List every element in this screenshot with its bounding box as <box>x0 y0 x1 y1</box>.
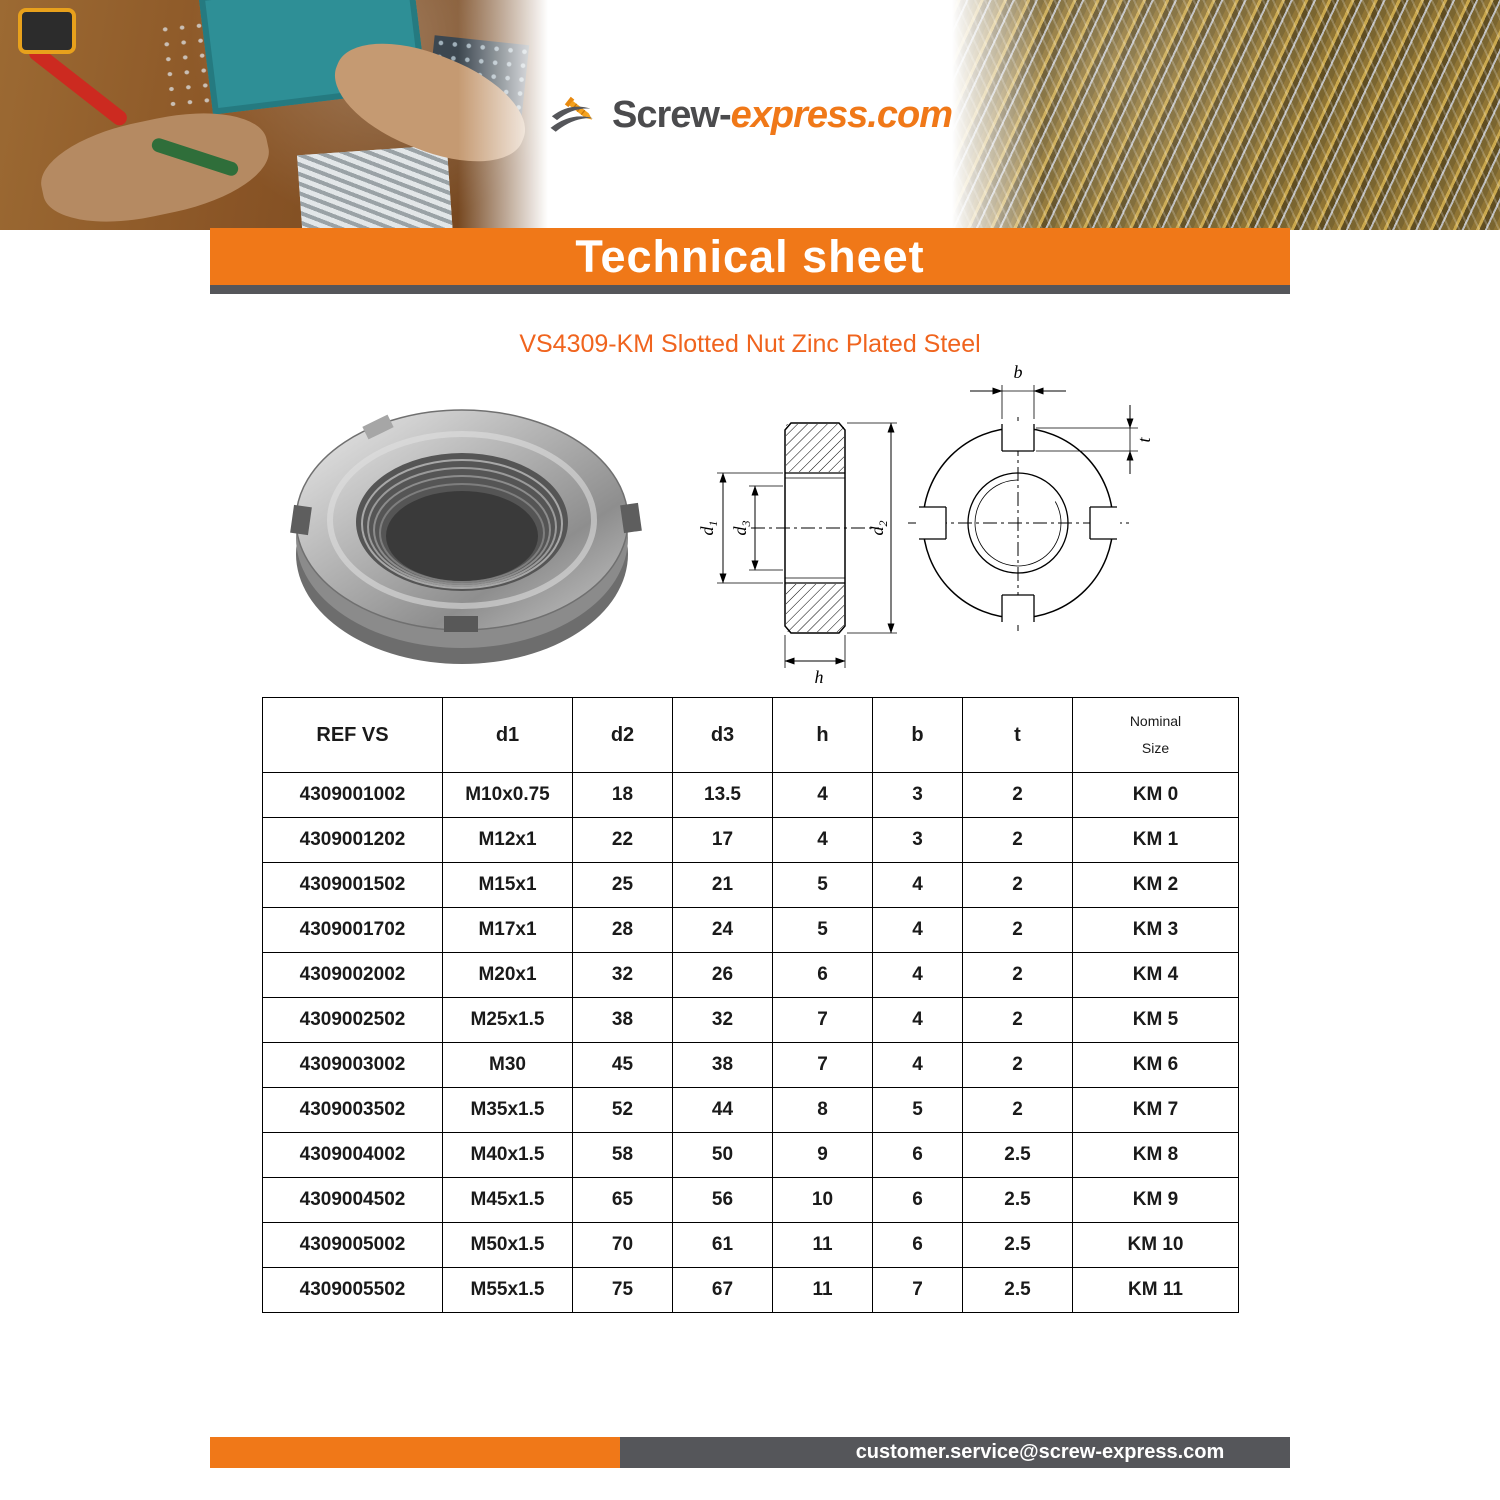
table-cell: 6 <box>773 953 873 998</box>
logo-text-suffix: express.com <box>730 93 952 136</box>
table-cell: 4 <box>873 908 963 953</box>
spec-table <box>262 697 1239 1313</box>
table-cell: 26 <box>673 953 773 998</box>
table-row <box>263 1178 1239 1223</box>
column-header-nominal-size: Nominal Size <box>1073 698 1239 773</box>
table-cell: 65 <box>573 1178 673 1223</box>
table-cell: 32 <box>673 998 773 1043</box>
table-row <box>263 818 1239 863</box>
footer-email[interactable]: customer.service@screw-express.com <box>855 1441 1225 1463</box>
table-cell: 5 <box>773 863 873 908</box>
table-cell: M15x1 <box>443 863 573 908</box>
table-row <box>263 773 1239 818</box>
column-header-ref-vs: REF VS <box>263 698 443 773</box>
table-cell: 3 <box>873 773 963 818</box>
front-view-drawing <box>900 345 1180 675</box>
table-cell: 3 <box>873 818 963 863</box>
table-cell: 67 <box>673 1268 773 1313</box>
slot-bottom <box>1002 595 1034 625</box>
column-header-h: h <box>773 698 873 773</box>
table-cell: KM 2 <box>1073 863 1239 908</box>
table-cell: M50x1.5 <box>443 1223 573 1268</box>
table-cell: 11 <box>773 1223 873 1268</box>
table-cell: 2 <box>963 1088 1073 1133</box>
banner-shadow-bar <box>210 285 1290 294</box>
product-photo-slotted-nut <box>272 378 662 688</box>
table-cell: M45x1.5 <box>443 1178 573 1223</box>
dim-label-h: h <box>814 667 824 687</box>
table-cell: 6 <box>873 1223 963 1268</box>
table-cell: 2 <box>963 1043 1073 1088</box>
table-cell: 2 <box>963 998 1073 1043</box>
table-cell: 18 <box>573 773 673 818</box>
table-cell: 4 <box>873 998 963 1043</box>
table-cell: 4 <box>773 773 873 818</box>
hand-decor <box>33 97 278 230</box>
table-cell: 50 <box>673 1133 773 1178</box>
table-cell: 4309005502 <box>263 1268 443 1313</box>
table-cell: 61 <box>673 1223 773 1268</box>
photo-fade <box>458 0 548 230</box>
table-cell: 2.5 <box>963 1223 1073 1268</box>
table-cell: 2 <box>963 818 1073 863</box>
footer-accent-bar <box>210 1437 620 1468</box>
table-cell: 4 <box>873 1043 963 1088</box>
table-cell: KM 9 <box>1073 1178 1239 1223</box>
header-photo-workbench <box>0 0 548 230</box>
table-cell: KM 0 <box>1073 773 1239 818</box>
table-cell: 44 <box>673 1088 773 1133</box>
table-cell: 4309005002 <box>263 1223 443 1268</box>
column-header-d1: d1 <box>443 698 573 773</box>
section-view-drawing <box>685 368 925 688</box>
table-cell: 4 <box>773 818 873 863</box>
table-cell: 75 <box>573 1268 673 1313</box>
table-cell: 52 <box>573 1088 673 1133</box>
table-cell: M55x1.5 <box>443 1268 573 1313</box>
table-row <box>263 908 1239 953</box>
table-cell: 5 <box>773 908 873 953</box>
table-row <box>263 1133 1239 1178</box>
table-cell: 4309003002 <box>263 1043 443 1088</box>
column-header-d3: d3 <box>673 698 773 773</box>
table-cell: 7 <box>773 998 873 1043</box>
table-row <box>263 1088 1239 1133</box>
table-row <box>263 1268 1239 1313</box>
table-cell: 2.5 <box>963 1178 1073 1223</box>
dim-label-d2: $d_2$ <box>867 520 890 536</box>
table-cell: 4309002502 <box>263 998 443 1043</box>
table-cell: 10 <box>773 1178 873 1223</box>
column-header-b: b <box>873 698 963 773</box>
table-cell: 4309001002 <box>263 773 443 818</box>
slot-left <box>916 507 946 539</box>
table-cell: M25x1.5 <box>443 998 573 1043</box>
table-cell: 7 <box>773 1043 873 1088</box>
logo-text-prefix: Screw- <box>612 93 731 136</box>
table-cell: M20x1 <box>443 953 573 998</box>
table-cell: 2.5 <box>963 1133 1073 1178</box>
table-row <box>263 1043 1239 1088</box>
table-cell: 25 <box>573 863 673 908</box>
screwdriver-decor <box>26 43 130 129</box>
table-cell: 5 <box>873 1088 963 1133</box>
page-title: VS4309-KM Slotted Nut Zinc Plated Steel <box>519 330 981 358</box>
table-cell: 56 <box>673 1178 773 1223</box>
table-cell: 38 <box>573 998 673 1043</box>
table-cell: KM 8 <box>1073 1133 1239 1178</box>
table-cell: KM 6 <box>1073 1043 1239 1088</box>
logo-wordmark <box>612 94 952 137</box>
dim-label-t: t <box>1134 437 1154 443</box>
logo-swoosh-icon <box>548 84 602 146</box>
table-cell: 4309003502 <box>263 1088 443 1133</box>
table-cell: 45 <box>573 1043 673 1088</box>
table-cell: 2 <box>963 773 1073 818</box>
brand-logo <box>548 0 952 230</box>
dim-label-d1: $d_1$ <box>697 520 720 536</box>
table-cell: 28 <box>573 908 673 953</box>
table-cell: M40x1.5 <box>443 1133 573 1178</box>
table-cell: 6 <box>873 1133 963 1178</box>
table-cell: KM 4 <box>1073 953 1239 998</box>
table-row <box>263 998 1239 1043</box>
dim-label-b: b <box>1013 362 1023 382</box>
table-cell: 58 <box>573 1133 673 1178</box>
technical-sheet-banner <box>210 228 1290 285</box>
table-cell: 70 <box>573 1223 673 1268</box>
table-cell: 22 <box>573 818 673 863</box>
table-cell: 4309001502 <box>263 863 443 908</box>
footer-bar <box>210 1437 1290 1468</box>
slot-right <box>1090 507 1120 539</box>
footer-contact-bar <box>620 1437 1290 1468</box>
slot-top <box>1002 421 1034 451</box>
table-cell: M17x1 <box>443 908 573 953</box>
dim-label-d3: $d_3$ <box>730 520 753 536</box>
table-row <box>263 953 1239 998</box>
banner-title: Technical sheet <box>575 230 925 282</box>
table-cell: 2 <box>963 908 1073 953</box>
table-cell: 8 <box>773 1088 873 1133</box>
table-cell: 4309004502 <box>263 1178 443 1223</box>
table-cell: 4309002002 <box>263 953 443 998</box>
table-cell: 13.5 <box>673 773 773 818</box>
table-cell: M12x1 <box>443 818 573 863</box>
header-photo-screws <box>952 0 1500 230</box>
table-cell: 6 <box>873 1178 963 1223</box>
table-cell: KM 11 <box>1073 1268 1239 1313</box>
table-cell: M10x0.75 <box>443 773 573 818</box>
table-cell: 4 <box>873 953 963 998</box>
table-row <box>263 1223 1239 1268</box>
table-cell: 2.5 <box>963 1268 1073 1313</box>
table-cell: M30 <box>443 1043 573 1088</box>
table-cell: 2 <box>963 863 1073 908</box>
table-cell: 11 <box>773 1268 873 1313</box>
tape-measure-decor <box>18 8 76 54</box>
table-cell: M35x1.5 <box>443 1088 573 1133</box>
table-cell: 4309001202 <box>263 818 443 863</box>
column-header-t: t <box>963 698 1073 773</box>
table-cell: KM 5 <box>1073 998 1239 1043</box>
table-cell: KM 1 <box>1073 818 1239 863</box>
table-cell: 4309001702 <box>263 908 443 953</box>
screw-tray-decor <box>297 145 453 230</box>
table-cell: 4 <box>873 863 963 908</box>
table-cell: 32 <box>573 953 673 998</box>
table-cell: KM 10 <box>1073 1223 1239 1268</box>
column-header-d2: d2 <box>573 698 673 773</box>
table-cell: 7 <box>873 1268 963 1313</box>
table-cell: 2 <box>963 953 1073 998</box>
table-row <box>263 863 1239 908</box>
table-cell: 21 <box>673 863 773 908</box>
spec-table-header-row <box>263 698 1239 773</box>
table-cell: 9 <box>773 1133 873 1178</box>
photo-fade <box>952 0 1042 230</box>
table-cell: 24 <box>673 908 773 953</box>
table-cell: KM 7 <box>1073 1088 1239 1133</box>
table-cell: KM 3 <box>1073 908 1239 953</box>
table-cell: 38 <box>673 1043 773 1088</box>
table-cell: 4309004002 <box>263 1133 443 1178</box>
table-cell: 17 <box>673 818 773 863</box>
spec-table-body <box>263 773 1239 1313</box>
